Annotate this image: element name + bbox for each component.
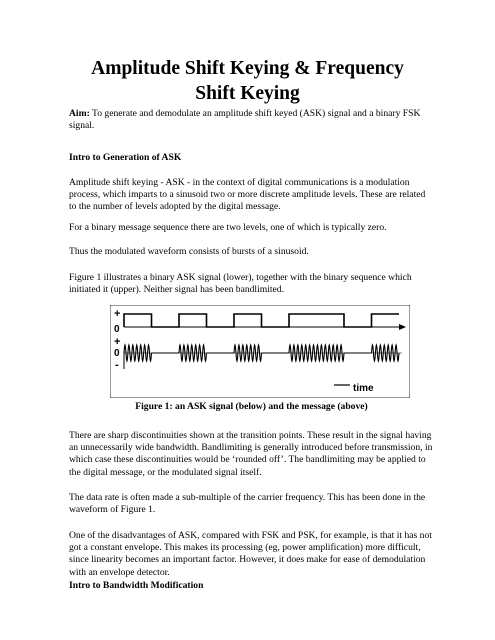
aim-text: To generate and demodulate an amplitude shift keyed (ASK) signal and a binary FSK signal. <box>69 108 421 132</box>
paragraph-discontinuities: There are sharp discontinuities shown at the transition points. These result in the signal having an unnecessarily wide bandwidth. Bandlimiting is generally introduced before transmission, in which case these discontinuities would be ‘rounded off’. The bandlimiting may be applied to the digital message, or the modulated signal itself. <box>69 430 433 478</box>
figure-caption: Figure 1: an ASK signal (below) and the message (above) <box>135 401 368 412</box>
paragraph-binary-levels: For a binary message sequence there are two levels, one of which is typically zero. <box>69 222 387 233</box>
signal-plus-label: + <box>114 336 121 348</box>
section-heading-ask: Intro to Generation of ASK <box>69 152 182 163</box>
signal-minus-label: - <box>115 359 119 371</box>
message-plus-label: + <box>114 308 121 320</box>
ask-waveform-figure <box>110 305 410 398</box>
paragraph-data-rate: The data rate is often made a sub-multiple of the carrier frequency. This has been done in the waveform of Figure 1. <box>69 492 426 516</box>
section-heading-bandwidth: Intro to Bandwidth Modification <box>69 580 204 591</box>
time-axis-label: time <box>353 383 374 394</box>
ask-signal-waveform <box>124 345 399 361</box>
aim-paragraph <box>69 108 434 132</box>
document-title: Amplitude Shift Keying & Frequency Shift Keying <box>91 58 404 104</box>
binary-message-waveform <box>124 314 399 327</box>
paragraph-sinusoid-bursts: Thus the modulated waveform consists of bursts of a sinusoid. <box>69 246 309 257</box>
aim-label: Aim: <box>69 108 90 119</box>
paragraph-figure-intro: Figure 1 illustrates a binary ASK signal (lower), together with the binary sequence which initiated it (upper). Neither signal has been bandlimited. <box>69 272 412 296</box>
paragraph-disadvantages: One of the disadvantages of ASK, compared with FSK and PSK, for example, is that it has not got a constant envelope. This makes its processing (eg, power amplification) more difficult, since linearity becomes an important factor. However, it does make for ease of demodulation with an envelope detector. <box>69 530 432 578</box>
signal-zero-label: 0 <box>114 348 120 359</box>
message-zero-label: 0 <box>114 324 120 335</box>
paragraph-ask-definition: Amplitude shift keying - ASK - in the context of digital communications is a modulation process, which imparts to a sinusoid two or more discrete amplitude levels. These are related to the number of levels adopted by the digital message. <box>69 177 426 213</box>
